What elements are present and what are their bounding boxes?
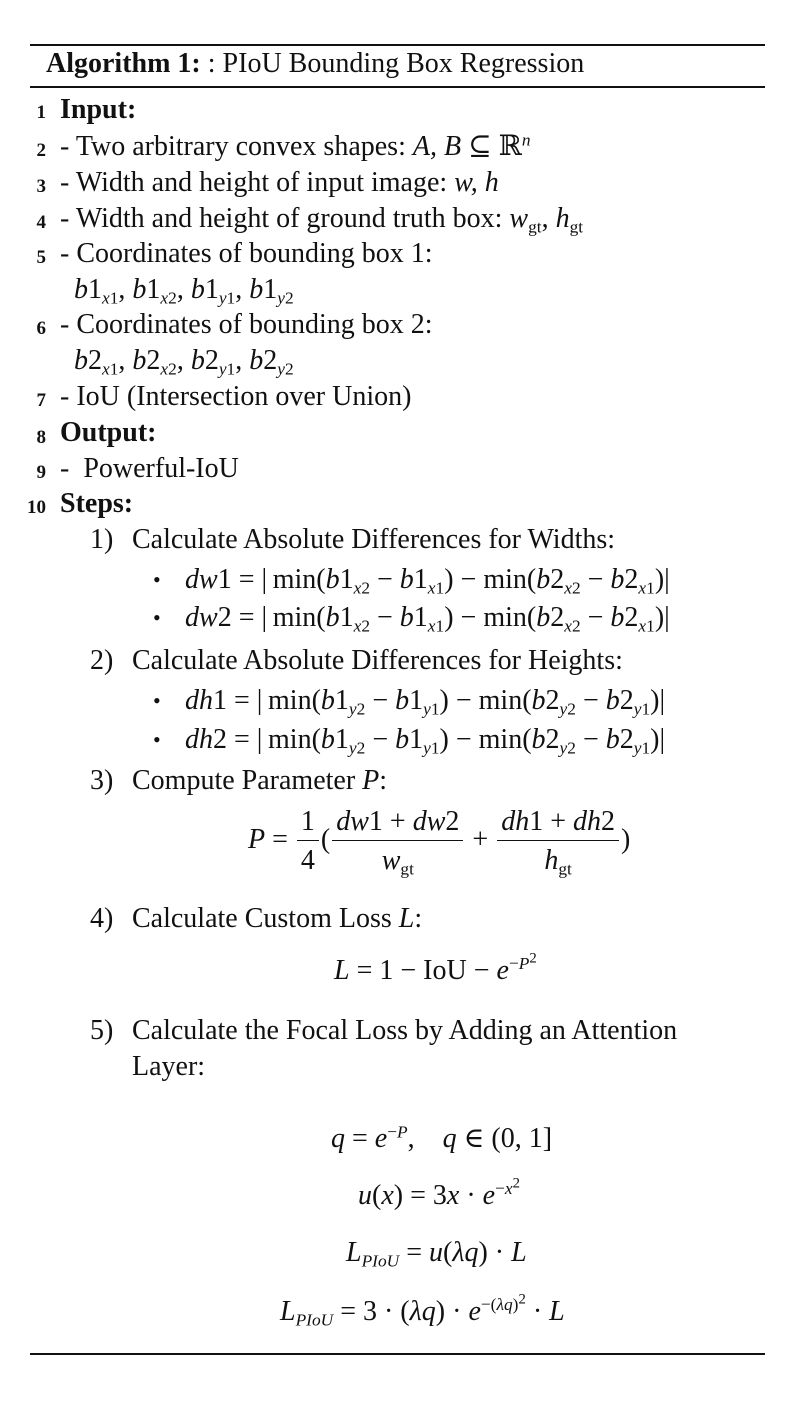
fraction-width: $\frac{dw1 + dw2}{w_{gt}}$: [332, 808, 463, 875]
formula-dh2: dh2 = | $\min(b1_{y2} - b1_{y1}) - \min(b2_{y2} - b2_{y1})|$: [185, 724, 666, 758]
formula-dw1: dw1 = | $\min(b1_{x2} - b1_{x1}) - \min(b2_{x2} - b2_{x1})|$: [185, 564, 670, 598]
step-5-text: Calculate the Focal Loss by Adding an Attention: [132, 1015, 678, 1046]
formula-q: $q = e^{-P}$, q ∈ (0, 1]: [331, 1122, 553, 1154]
fraction-quarter: $\frac{1}{4}$: [297, 808, 319, 875]
line-number: 6: [36, 318, 46, 339]
line-number: 9: [36, 462, 46, 483]
bullet: •: [153, 605, 161, 630]
algorithm-label: Algorithm 1:: [46, 48, 201, 79]
formula-l-piou-1: $L_{PIoU} = u(\lambda q) \cdot L$: [346, 1237, 527, 1271]
bullet: •: [153, 688, 161, 713]
step-5-text-cont: Layer:: [132, 1051, 206, 1082]
formula-l: L = 1 − IoU − $e^{-P^2}$: [334, 950, 537, 986]
step-1-number: 1): [90, 524, 114, 555]
line-number: 4: [36, 212, 46, 233]
formula-l-piou-2: $L_{PIoU} = 3 \cdot (\lambda q) \cdot e^{-(\lambda q)^2} \cdot L$: [280, 1291, 565, 1330]
line-number: 7: [36, 390, 46, 411]
fraction-height: $\frac{dh1 + dh2}{h_{gt}}$: [497, 808, 619, 875]
line-number: 5: [36, 247, 46, 268]
algorithm-title: : PIoU Bounding Box Regression: [207, 48, 585, 79]
input-item-bbox2: - Coordinates of bounding box 2:: [60, 309, 433, 340]
step-4-line: Calculate Custom Loss L:: [132, 903, 423, 934]
top-rule: [30, 44, 765, 46]
formula-dh1: dh1 = | $\min(b1_{y2} - b1_{y1}) - \min(b2_{y2} - b2_{y1})|$: [185, 685, 666, 719]
line-number: 10: [27, 497, 46, 518]
line-number: 1: [36, 102, 46, 123]
step-4-text: Calculate Custom Loss: [132, 903, 392, 934]
formula-u: $u(x) = 3x \cdot e^{-x^2}$: [358, 1175, 520, 1211]
step-4-number: 4): [90, 903, 114, 934]
input-item-bbox1: - Coordinates of bounding box 1:: [60, 238, 433, 269]
line-number: 3: [36, 176, 46, 197]
input-item-shapes: - Two arbitrary convex shapes: A, B ⊆ ℝ$^n$: [60, 130, 531, 162]
step-1-text: Calculate Absolute Differences for Widths:: [132, 524, 616, 555]
step-2-number: 2): [90, 645, 114, 676]
bbox2-coordinates: $b2_{x1}$, $b2_{x2}$, $b2_{y1}$, $b2_{y2}$: [74, 345, 294, 379]
bullet: •: [153, 727, 161, 752]
input-heading: Input:: [60, 94, 137, 125]
input-item-iou: - IoU (Intersection over Union): [60, 381, 412, 412]
algorithm-header: [46, 50, 584, 78]
output-heading: Output:: [60, 417, 157, 448]
step-5-number: 5): [90, 1015, 114, 1046]
input-item-gt-size: - Width and height of ground truth box: $w_{gt}$, $h_{gt}$: [60, 203, 584, 237]
line-number: 8: [36, 427, 46, 448]
steps-heading: Steps:: [60, 488, 134, 519]
input-item-image-size: - Width and height of input image: w, h: [60, 167, 499, 198]
step-3-number: 3): [90, 765, 114, 796]
bullet: •: [153, 567, 161, 592]
output-item: - Powerful-IoU: [60, 453, 239, 484]
formula-p: P = $\frac{1}{4}$ ( $\frac{dw1 + dw2}{w_{gt}}$ + $\frac{dh1 + dh2}{h_{gt}}$ ): [248, 806, 631, 879]
step-3-line: Compute Parameter P:: [132, 765, 388, 796]
header-rule: [30, 86, 765, 88]
bbox1-coordinates: $b1_{x1}$, $b1_{x2}$, $b1_{y1}$, $b1_{y2}$: [74, 274, 294, 308]
line-number: 2: [36, 140, 46, 161]
step-3-text: Compute Parameter: [132, 765, 356, 796]
formula-dw2: dw2 = | $\min(b1_{x2} - b1_{x1}) - \min(b2_{x2} - b2_{x1})|$: [185, 602, 670, 636]
bottom-rule: [30, 1353, 765, 1355]
step-2-text: Calculate Absolute Differences for Heights:: [132, 645, 623, 676]
